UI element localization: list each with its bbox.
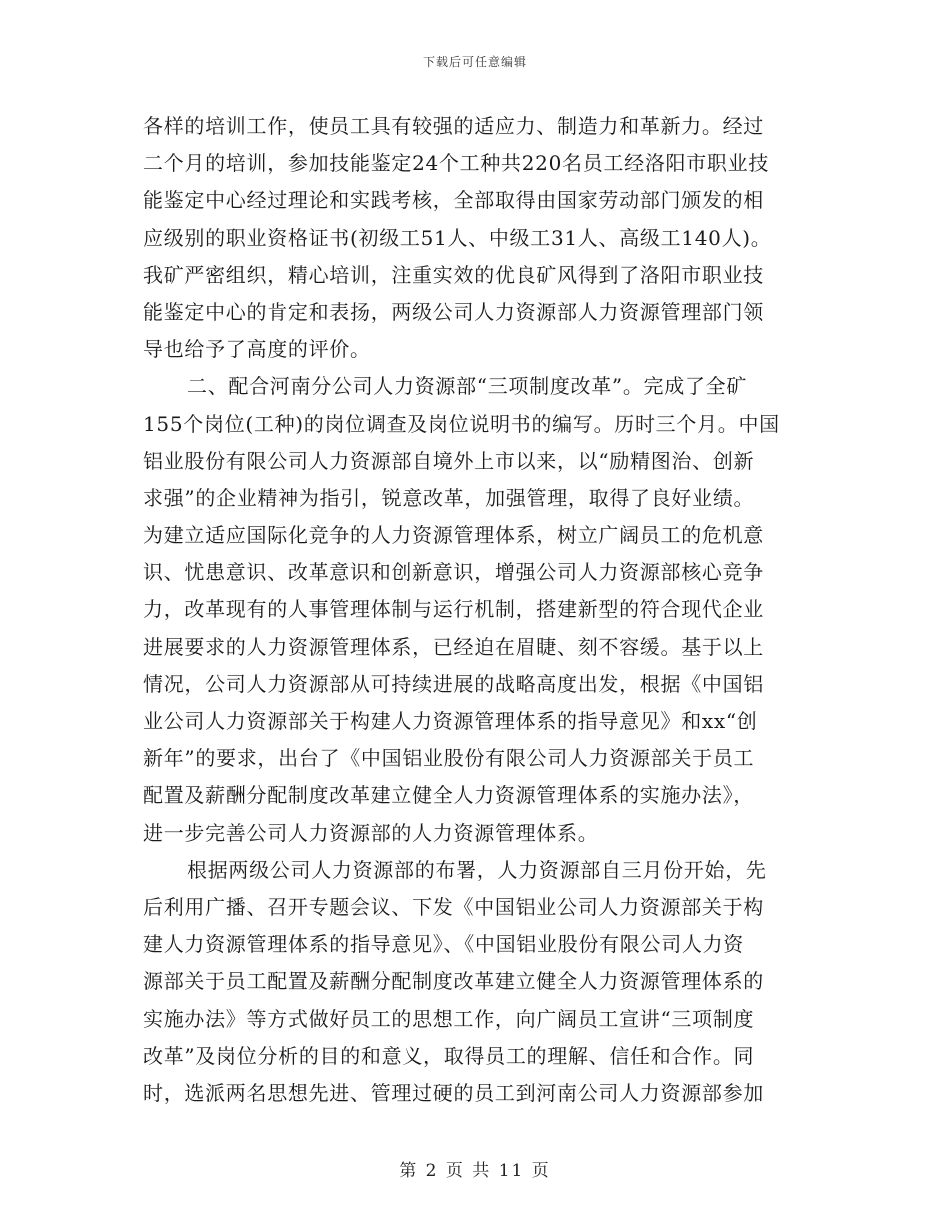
text-line: 时，选派两名思想先进、管理过硬的员工到河南公司人力资源部参加 bbox=[143, 1080, 764, 1105]
page-footer: 第 2 页 共 11 页 bbox=[399, 1161, 551, 1181]
text-line: 新年”的要求，出台了《中国铝业股份有限公司人力资源部关于员工 bbox=[143, 746, 755, 771]
text-line: 求强”的企业精神为指引，锐意改革，加强管理，取得了良好业绩。 bbox=[143, 485, 755, 510]
text-line: 二个月的培训，参加技能鉴定24个工种共220名员工经洛阳市职业技 bbox=[143, 151, 770, 176]
text-line: 业公司人力资源部关于构建人力资源管理体系的指导意见》和xx“创 bbox=[143, 709, 758, 733]
text-line: 源部关于员工配置及薪酬分配制度改革建立健全人力资源管理体系的 bbox=[143, 969, 764, 994]
text-line: 为建立适应国际化竞争的人力资源管理体系，树立广阔员工的危机意 bbox=[143, 523, 764, 548]
paragraph-start-line: 根据两级公司人力资源部的布署，人力资源部自三月份开始，先 bbox=[187, 857, 767, 882]
text-line: 后利用广播、召开专题会议、下发《中国铝业公司人力资源部关于构 bbox=[143, 894, 764, 919]
paragraph-start-line: 二、配合河南分公司人力资源部“三项制度改革”。完成了全矿 bbox=[187, 374, 748, 399]
text-line: 能鉴定中心的肯定和表扬，两级公司人力资源部人力资源管理部门领 bbox=[143, 299, 764, 324]
text-line: 配置及薪酬分配制度改革建立健全人力资源管理体系的实施办法》， bbox=[143, 783, 754, 808]
text-line: 155个岗位(工种)的岗位调查及岗位说明书的编写。历时三个月。中国 bbox=[143, 411, 780, 436]
text-line: 应级别的职业资格证书(初级工51人、中级工31人、高级工140人)。 bbox=[143, 225, 772, 250]
text-line: 识、忧患意识、改革意识和创新意识，增强公司人力资源部核心竞争 bbox=[143, 560, 764, 585]
text-line: 能鉴定中心经过理论和实践考核，全部取得由国家劳动部门颁发的相 bbox=[143, 188, 764, 213]
document-body bbox=[143, 108, 813, 1112]
text-line: 力，改革现有的人事管理体制与运行机制，搭建新型的符合现代企业 bbox=[143, 597, 764, 622]
text-line: 我矿严密组织，精心培训，注重实效的优良矿风得到了洛阳市职业技 bbox=[143, 262, 764, 287]
text-line: 铝业股份有限公司人力资源部自境外上市以来，以“励精图治、创新 bbox=[143, 448, 755, 473]
text-line: 改革”及岗位分析的目的和意义，取得员工的理解、信任和合作。同 bbox=[143, 1043, 755, 1068]
text-line: 进展要求的人力资源管理体系，已经迫在眉睫、刻不容缓。基于以上 bbox=[143, 634, 764, 659]
text-line: 建人力资源管理体系的指导意见》、《中国铝业股份有限公司人力资 bbox=[143, 932, 744, 957]
text-line: 导也给予了高度的评价。 bbox=[143, 337, 371, 362]
text-line: 进一步完善公司人力资源部的人力资源管理体系。 bbox=[143, 820, 599, 845]
text-line: 各样的培训工作，使员工具有较强的适应力、制造力和革新力。经过 bbox=[143, 114, 764, 138]
page-header: 下载后可任意编辑 bbox=[422, 55, 527, 69]
text-line: 实施办法》等方式做好员工的思想工作，向广阔员工宣讲“三项制度 bbox=[143, 1006, 755, 1031]
text-line: 情况，公司人力资源部从可持续进展的战略高度出发，根据《中国铝 bbox=[143, 671, 764, 696]
